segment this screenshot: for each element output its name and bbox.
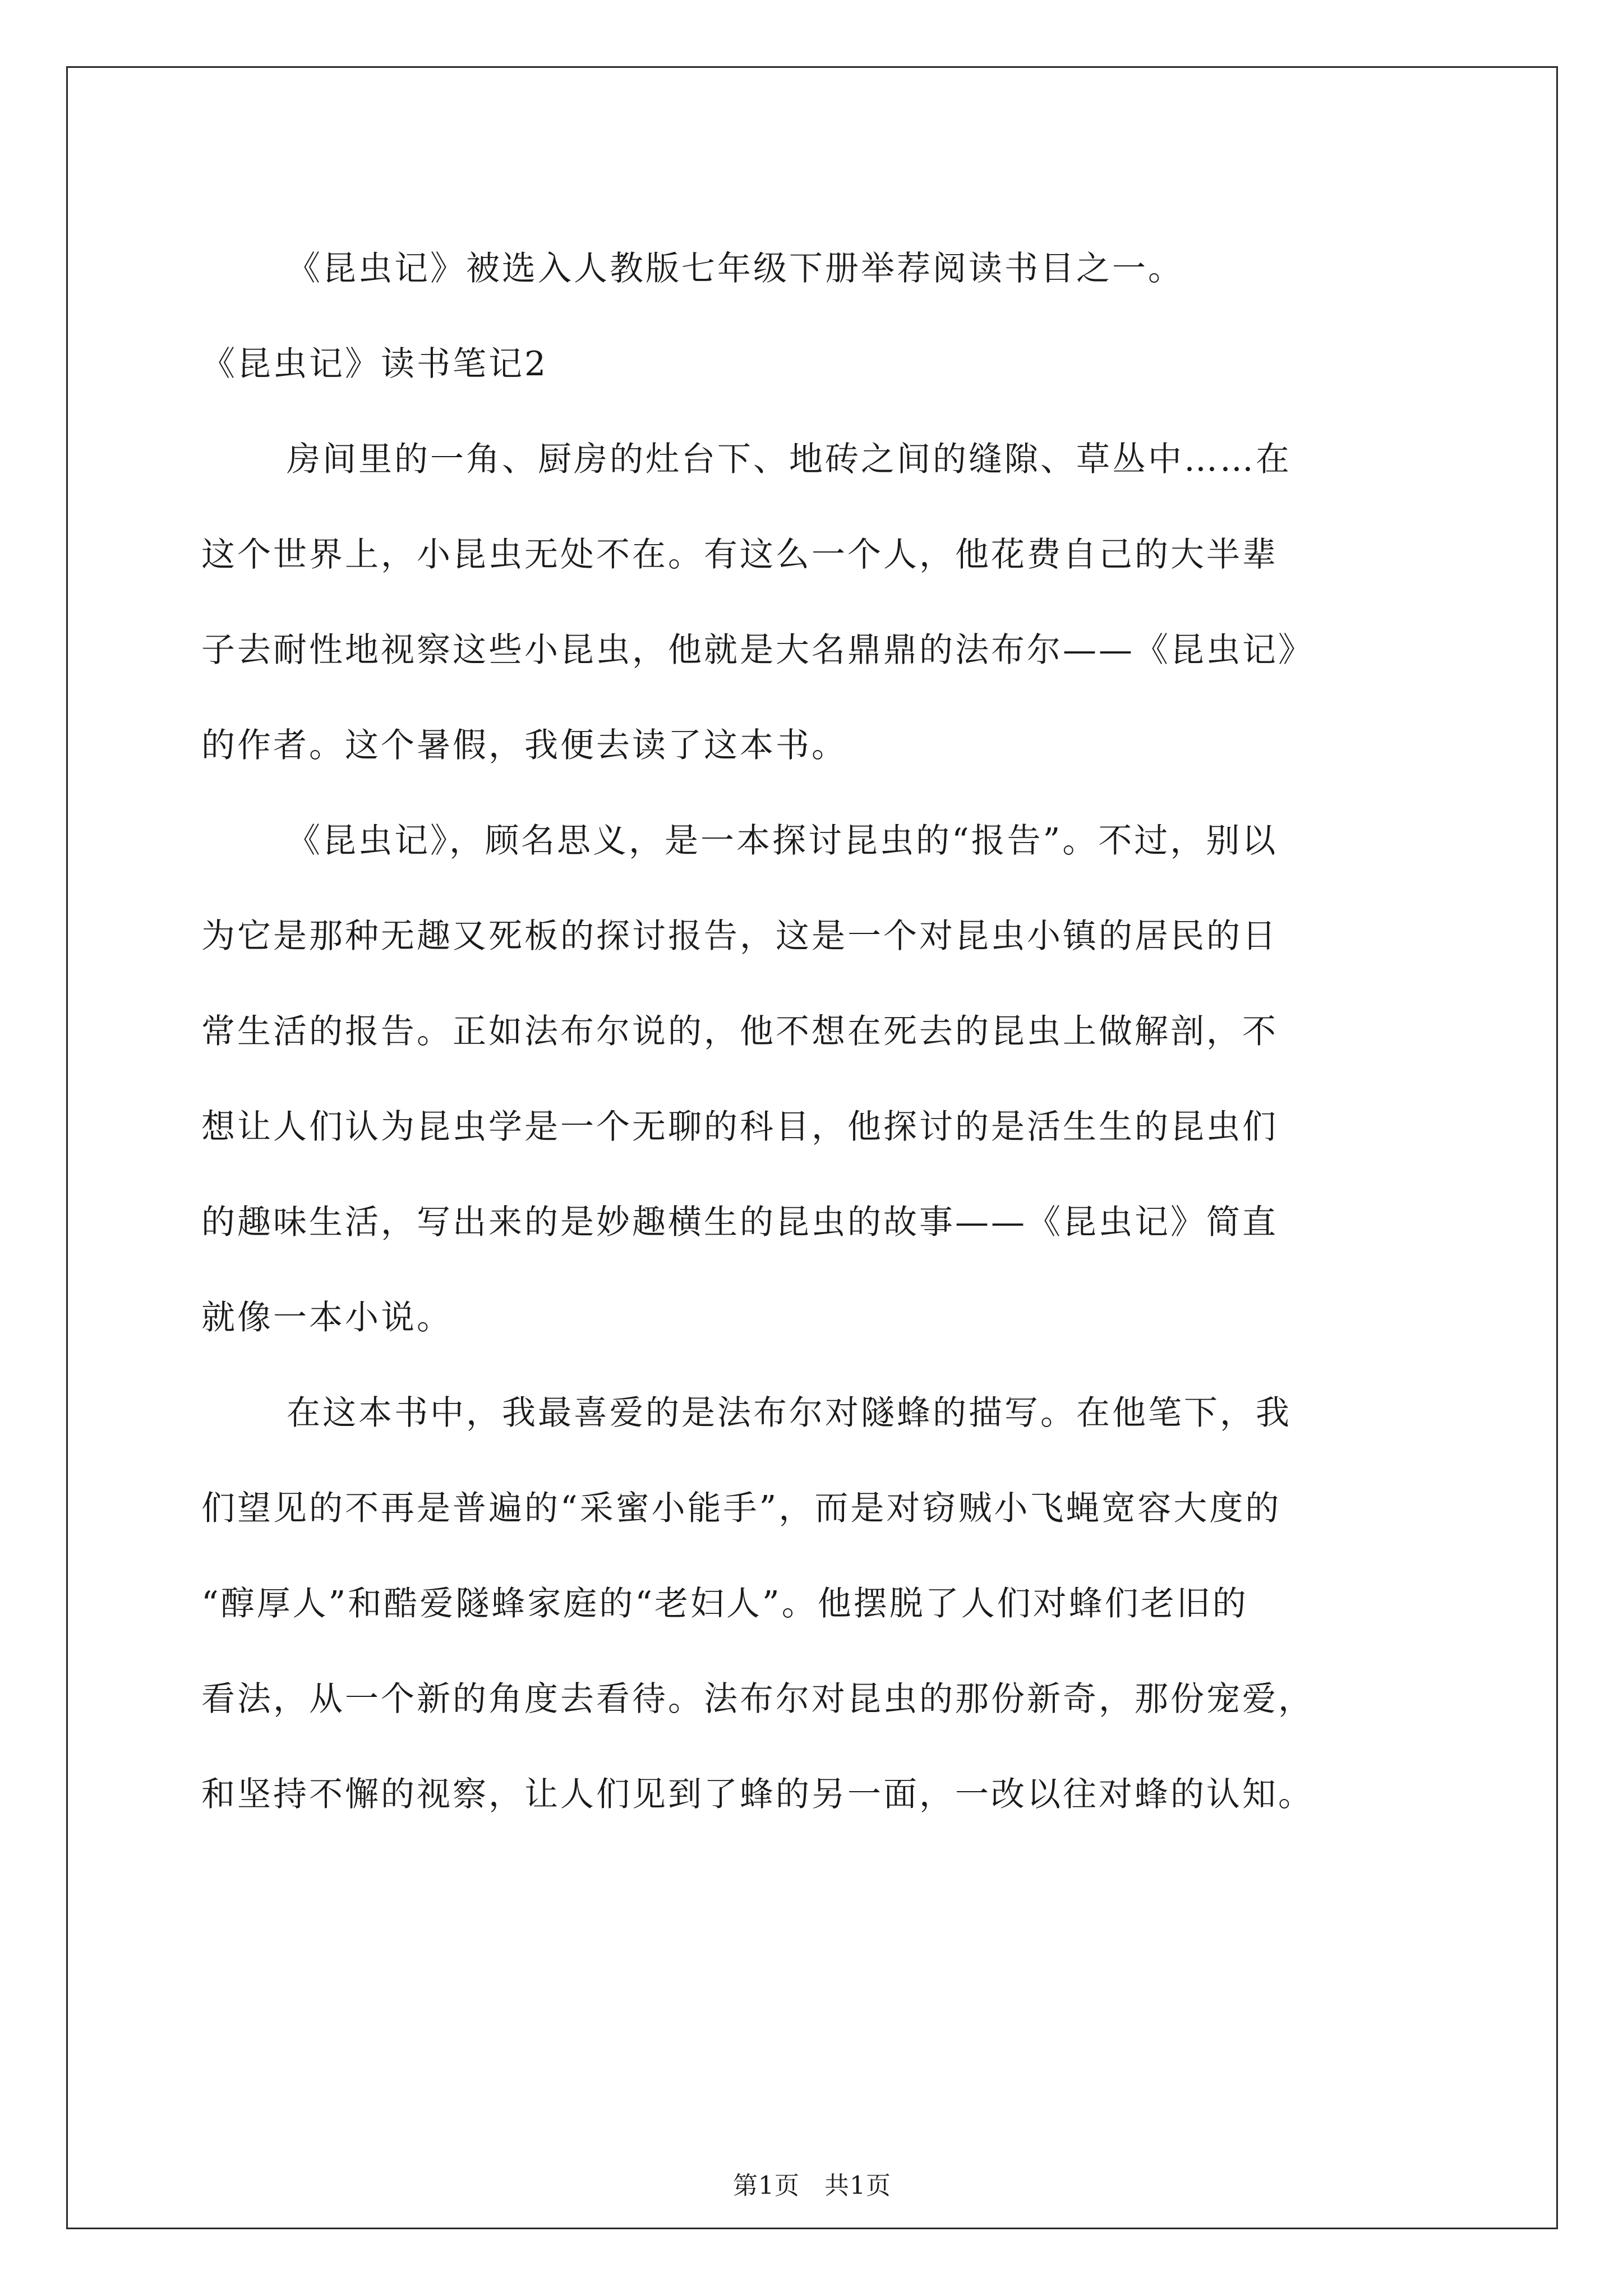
text-line: 为它是那种无趣又死板的探讨报告，这是一个对昆虫小镇的居民的日 (201, 917, 1278, 956)
text-line: 子去耐性地视察这些小昆虫，他就是大名鼎鼎的法布尔——《昆虫记》 (201, 631, 1314, 670)
page-number: 第1页 (733, 2171, 800, 2200)
text-line: 看法，从一个新的角度去看待。法布尔对昆虫的那份新奇，那份宠爱， (201, 1680, 1314, 1719)
text-line: 的作者。这个暑假，我便去读了这本书。 (201, 726, 847, 765)
text-line: 《昆虫记》被选入人教版七年级下册举荐阅读书目之一。 (287, 249, 1184, 288)
text-line: “醇厚人”和酷爱隧蜂家庭的“老妇人”。他摆脱了人们对蜂们老旧的 (201, 1584, 1248, 1623)
page-total: 共1页 (824, 2171, 891, 2200)
text-line: 想让人们认为昆虫学是一个无聊的科目，他探讨的是活生生的昆虫们 (201, 1107, 1278, 1147)
text-line: 的趣味生活，写出来的是妙趣横生的昆虫的故事——《昆虫记》简直 (201, 1203, 1278, 1242)
text-line: 就像一本小说。 (201, 1298, 453, 1337)
text-line: 《昆虫记》，顾名思义，是一本探讨昆虫的“报告”。不过，别以 (287, 821, 1278, 861)
text-line: 房间里的一角、厨房的灶台下、地砖之间的缝隙、草丛中……在 (287, 440, 1292, 479)
text-line: 常生活的报告。正如法布尔说的，他不想在死去的昆虫上做解剖，不 (201, 1012, 1278, 1051)
page-footer (68, 2169, 1556, 2203)
text-line: 和坚持不懈的视察，让人们见到了蜂的另一面，一改以往对蜂的认知。 (201, 1775, 1314, 1814)
text-line: 这个世界上，小昆虫无处不在。有这么一个人，他花费自己的大半辈 (201, 535, 1278, 574)
text-line: 在这本书中，我最喜爱的是法布尔对隧蜂的描写。在他笔下，我 (287, 1393, 1292, 1433)
page-frame (66, 66, 1558, 2229)
text-line: 们望见的不再是普遍的“采蜜小能手”，而是对窃贼小飞蝇宽容大度的 (201, 1489, 1281, 1528)
section-heading: 《昆虫记》读书笔记2 (201, 344, 548, 384)
